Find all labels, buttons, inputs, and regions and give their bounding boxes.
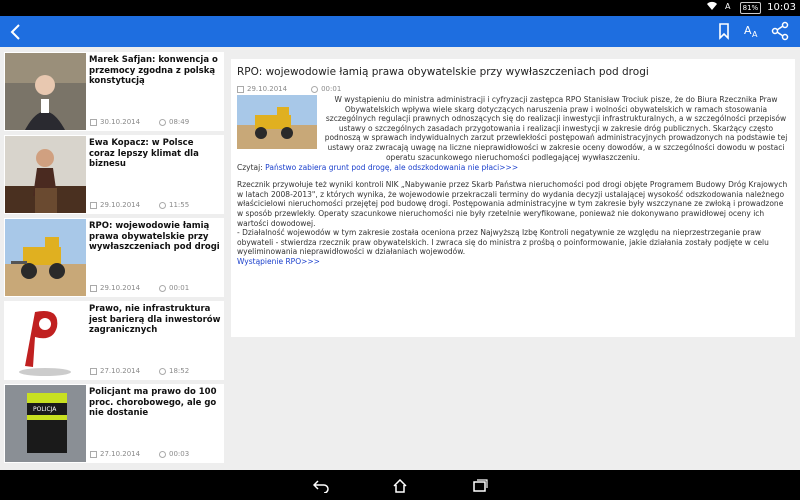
- clock-icon: [159, 451, 166, 458]
- news-list: [4, 52, 224, 467]
- news-title: Prawo, nie infrastruktura jest barierą dla inwestorów zagranicznych: [89, 304, 221, 335]
- article-link[interactable]: Wystąpienie RPO>>>: [237, 256, 320, 266]
- back-arrow-icon[interactable]: [6, 22, 26, 42]
- clock: 10:03: [767, 2, 796, 13]
- clock-icon: [159, 119, 166, 126]
- list-item[interactable]: [4, 135, 224, 214]
- calendar-icon: [90, 451, 97, 458]
- article-meta: [237, 85, 789, 93]
- article-time: 00:01: [311, 85, 341, 93]
- list-item[interactable]: [4, 384, 224, 463]
- app-bar: [0, 16, 800, 47]
- clock-icon: [311, 86, 318, 93]
- news-thumbnail: [5, 136, 86, 213]
- article-date: 29.10.2014: [237, 85, 287, 93]
- read-also: [237, 163, 789, 172]
- news-thumbnail: [5, 219, 86, 296]
- news-time: 00:03: [159, 450, 189, 458]
- text-icon: [724, 1, 734, 14]
- clock-icon: [159, 368, 166, 375]
- news-title: Marek Safjan: konwencja o przemocy zgodna z polską konstytucją: [89, 55, 218, 86]
- news-time: 08:49: [159, 118, 189, 126]
- calendar-icon: [90, 119, 97, 126]
- news-date: 30.10.2014: [90, 118, 140, 126]
- article-lead: [237, 95, 789, 162]
- back-icon[interactable]: [313, 478, 329, 492]
- svg-text:A: A: [744, 24, 752, 37]
- wifi-icon: [706, 1, 718, 14]
- news-title: RPO: wojewodowie łamią prawa obywatelskie przy wywłaszczeniach pod drogi: [89, 221, 220, 252]
- news-time: 18:52: [159, 367, 189, 375]
- news-thumbnail: [5, 385, 86, 462]
- list-item[interactable]: [4, 301, 224, 380]
- news-time: 11:55: [159, 201, 189, 209]
- clock-icon: [159, 285, 166, 292]
- share-icon[interactable]: [770, 21, 790, 41]
- read-also-link[interactable]: Państwo zabiera grunt pod drogę, ale odszkodowania nie płaci>>>: [265, 163, 519, 173]
- calendar-icon: [237, 86, 244, 93]
- content-area: [0, 47, 800, 470]
- calendar-icon: [90, 285, 97, 292]
- svg-text:POLICJA: POLICJA: [33, 406, 57, 413]
- article-title: RPO: wojewodowie łamią prawa obywatelskie przy wywłaszczeniach pod drogi: [237, 66, 649, 78]
- list-item[interactable]: [4, 218, 224, 297]
- news-date: 29.10.2014: [90, 284, 140, 292]
- article-lead-text: W wystąpieniu do ministra administracji i cyfryzacji zastępca RPO Stanisław Trociuk pisze, że do Biura Rzecznika Praw Obywatelskich wpływa wiele skarg dotyczących naruszenia praw i wolności obywatelskich w ramach stosowania szczególnych regulacji prawnych odnoszących się do realizacji inwestycji infrastrukturalnych, a w szczególności przepisów ustawy o szczególnych zasadach przygotowania i realizacji inwestycji w zakresie dróg publicznych. Skarżący często podnoszą w sprawach indywidualnych zarzut przewlekłości postępowań administracyjnych prowadzonych na podstawie tej ustawy oraz zwracają uwagę na liczne nieprawidłowości w zakresie oceny dowodów, a w szczególności dowodu w postaci operatu szacunkowego nieruchomości podlegającej wywłaszczeniu.: [324, 95, 788, 162]
- bookmark-icon[interactable]: [714, 21, 734, 41]
- news-thumbnail: [5, 53, 86, 130]
- news-date: 27.10.2014: [90, 450, 140, 458]
- news-title: Ewa Kopacz: w Polsce coraz lepszy klimat dla biznesu: [89, 138, 199, 169]
- svg-text:A: A: [724, 2, 731, 11]
- read-also-label: Czytaj:: [237, 163, 263, 173]
- calendar-icon: [90, 202, 97, 209]
- calendar-icon: [90, 368, 97, 375]
- article-image: [237, 95, 317, 149]
- clock-icon: [159, 202, 166, 209]
- news-date: 27.10.2014: [90, 367, 140, 375]
- svg-text:A: A: [752, 30, 758, 39]
- article-panel: [231, 59, 795, 337]
- status-bar: [0, 0, 800, 16]
- battery-indicator: 81%: [740, 2, 762, 14]
- home-icon[interactable]: [392, 478, 408, 492]
- news-thumbnail: [5, 302, 86, 379]
- navigation-bar: [0, 470, 800, 500]
- article-body: Rzecznik przywołuje też wyniki kontroli NIK „Nabywanie przez Skarb Państwa nieruchomości pod drogi objęte Programem Budowy Dróg Krajowych w latach 2008-2013", z których wynika, że wojewodowie przekraczali terminy do wydania decyzji ustalającej wysokość odszkodowania należnego właścicielowi nieruchomości przejętej pod budowę drogi. Postępowania administracyjne w tym zakresie były wszczynane ze zwłoką i prowadzone w sposób przewlekły. Operaty szacunkowe nieruchomości nie były rzetelnie weryfikowane, ponieważ nie dokonywano prawidłowej oceny ich wartości dowodowej. - Działalność wojewodów w tym zakresie została oceniona przez Najwyższą Izbę Kontroli negatywnie ze względu na nieprzestrzeganie praw obywateli - stwierdza rzecznik praw obywatelskich. I zwraca się do ministra z prośbą o poinformowanie, jakie działania zostały podjęte w celu wyeliminowania nieprawidłowości w działaniach wojewodów.: [237, 180, 788, 257]
- news-title: Policjant ma prawo do 100 proc. chorobowego, ale go nie dostanie: [89, 387, 217, 418]
- recents-icon[interactable]: [472, 478, 488, 492]
- news-date: 29.10.2014: [90, 201, 140, 209]
- text-size-icon[interactable]: [742, 21, 762, 41]
- news-time: 00:01: [159, 284, 189, 292]
- list-item[interactable]: [4, 52, 224, 131]
